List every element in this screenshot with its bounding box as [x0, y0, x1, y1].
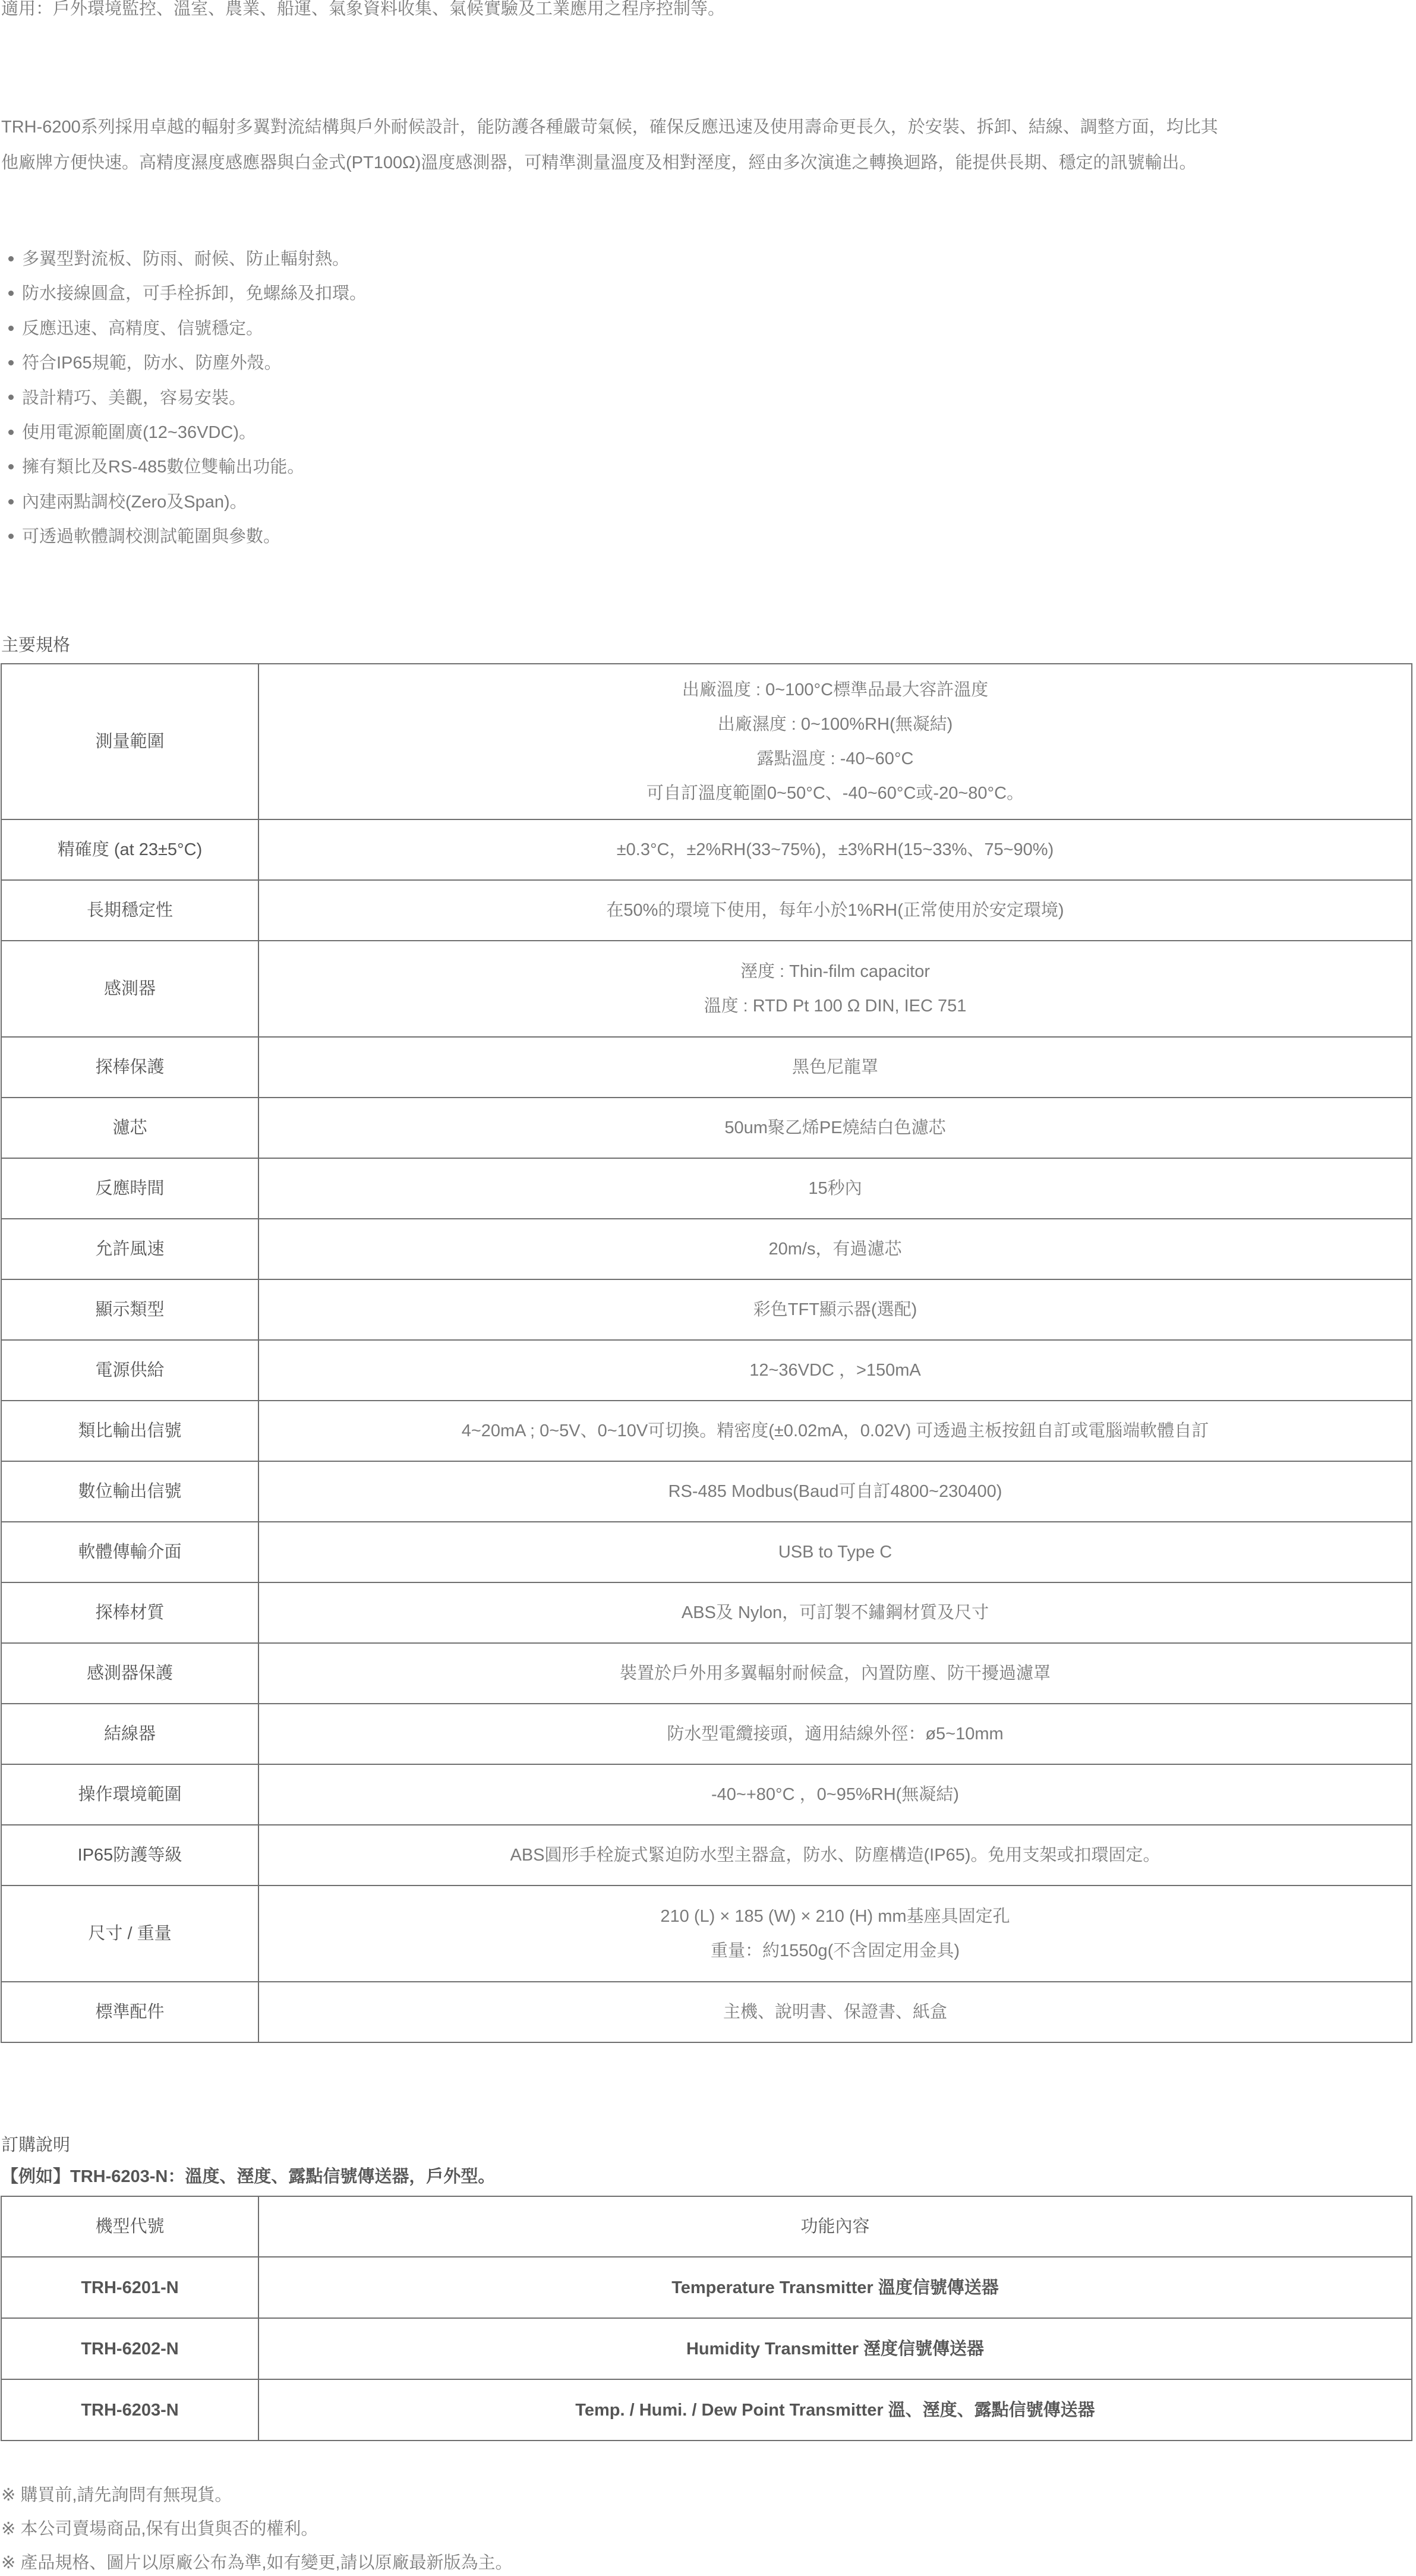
spec-label: 長期穩定性	[1, 880, 258, 941]
spec-label: 操作環境範圍	[1, 1764, 258, 1825]
spec-value-line: 210 (L) × 185 (W) × 210 (H) mm基座具固定孔	[660, 1907, 1010, 1926]
spec-value	[258, 1461, 1412, 1522]
order-desc-cell: Temp. / Humi. / Dew Point Transmitter 溫、溼度、露點信號傳送器	[258, 2379, 1412, 2441]
spec-row	[1, 1643, 1412, 1704]
spec-value-line: 主機、說明書、保證書、紙盒	[723, 2003, 947, 2022]
spec-value-line: 15秒內	[808, 1179, 862, 1198]
spec-value-line: 溼度 : Thin-film capacitor	[740, 962, 931, 981]
spec-row	[1, 1764, 1412, 1825]
spec-label: 感測器保護	[1, 1643, 258, 1704]
spec-label: 濾芯	[1, 1098, 258, 1158]
spec-value	[258, 1098, 1412, 1158]
feature-item: 防水接線圓盒，可手栓拆卸，免螺絲及扣環。	[8, 276, 367, 311]
bullet-icon	[8, 291, 14, 296]
spec-value	[258, 664, 1412, 819]
spec-value-line: 裝置於戶外用多翼輻射耐候盒，內置防塵、防干擾過濾罩	[619, 1664, 1051, 1683]
description-line-2: 他廠牌方便快速。高精度濕度感應器與白金式(PT100Ω)溫度感測器，可精準測量溫度及相對溼度，經由多次演進之轉換迴路，能提供長期、穩定的訊號輸出。	[1, 153, 1197, 172]
spec-label: 顯示類型	[1, 1279, 258, 1340]
spec-value-line: 彩色TFT顯示器(選配)	[753, 1300, 917, 1319]
spec-label: 電源供給	[1, 1340, 258, 1401]
spec-value	[258, 1886, 1412, 1982]
table-row	[1, 2379, 1412, 2441]
spec-value	[258, 1219, 1412, 1279]
order-header-function: 功能內容	[258, 2196, 1412, 2257]
spec-row	[1, 1340, 1412, 1401]
spec-row	[1, 1825, 1412, 1886]
spec-value	[258, 880, 1412, 941]
spec-label: IP65防護等級	[1, 1825, 258, 1886]
order-model-cell: TRH-6201-N	[1, 2257, 258, 2318]
feature-item: 可透過軟體調校測試範圍與參數。	[8, 519, 367, 554]
table-row	[1, 2257, 1412, 2318]
spec-value	[258, 1340, 1412, 1401]
spec-label: 精確度 (at 23±5°C)	[1, 819, 258, 880]
spec-value-line: ±0.3°C，±2%RH(33~75%)，±3%RH(15~33%、75~90%)	[616, 840, 1054, 859]
spec-row	[1, 1401, 1412, 1461]
note-1: ※ 購買前,請先詢問有無現貨。	[1, 2486, 232, 2505]
spec-row	[1, 1461, 1412, 1522]
applicable-text: 適用：戶外環境監控、溫室、農業、船運、氣象資料收集、氣候實驗及工業應用之程序控制等。	[1, 0, 726, 18]
spec-label: 感測器	[1, 941, 258, 1037]
feature-list	[8, 242, 367, 554]
spec-value-line: 50um聚乙烯PE燒結白色濾芯	[724, 1118, 946, 1137]
spec-value-line: 防水型電纜接頭，適用結線外徑：ø5~10mm	[667, 1724, 1004, 1743]
spec-row	[1, 1982, 1412, 2042]
feature-item: 多翼型對流板、防雨、耐候、防止輻射熱。	[8, 242, 367, 276]
spec-value-line: 溫度 : RTD Pt 100 Ω DIN, IEC 751	[704, 997, 967, 1016]
order-model-cell: TRH-6202-N	[1, 2318, 258, 2379]
spec-label: 軟體傳輸介面	[1, 1522, 258, 1582]
spec-label: 探棒保護	[1, 1037, 258, 1098]
bullet-icon	[8, 360, 14, 365]
spec-value	[258, 1279, 1412, 1340]
spec-label: 尺寸 / 重量	[1, 1886, 258, 1982]
spec-row	[1, 819, 1412, 880]
order-section-title: 訂購說明	[1, 2136, 71, 2155]
bullet-icon	[8, 326, 14, 331]
spec-row	[1, 1886, 1412, 1982]
table-row	[1, 2318, 1412, 2379]
spec-label: 類比輸出信號	[1, 1401, 258, 1461]
spec-value-line: ABS圓形手栓旋式緊迫防水型主器盒，防水、防塵構造(IP65)。免用支架或扣環固定。	[510, 1846, 1160, 1865]
spec-value-line: 4~20mA ; 0~5V、0~10V可切換。精密度(±0.02mA，0.02V) 可透過主板按鈕自訂或電腦端軟體自訂	[461, 1421, 1209, 1440]
spec-value-line: 出廠溫度 : 0~100°C標準品最大容許溫度	[682, 680, 989, 699]
feature-item: 反應迅速、高精度、信號穩定。	[8, 311, 367, 346]
spec-label: 標準配件	[1, 1982, 258, 2042]
order-desc-cell: Humidity Transmitter 溼度信號傳送器	[258, 2318, 1412, 2379]
spec-value	[258, 1643, 1412, 1704]
bullet-icon	[8, 464, 14, 469]
spec-value	[258, 1982, 1412, 2042]
spec-row	[1, 1037, 1412, 1098]
feature-item: 符合IP65規範，防水、防塵外殼。	[8, 346, 367, 380]
spec-row	[1, 941, 1412, 1037]
spec-label: 允許風速	[1, 1219, 258, 1279]
description-line-1: TRH-6200系列採用卓越的輻射多翼對流結構與戶外耐候設計，能防護各種嚴苛氣候，確保反應迅速及使用壽命更長久，於安裝、拆卸、結線、調整方面，均比其	[1, 118, 1218, 137]
spec-value	[258, 1582, 1412, 1643]
spec-row	[1, 1098, 1412, 1158]
spec-value-line: 重量：約1550g(不含固定用金具)	[711, 1941, 960, 1960]
bullet-icon	[8, 256, 14, 261]
bullet-icon	[8, 395, 14, 400]
spec-value-line: ABS及 Nylon，可訂製不鏽鋼材質及尺寸	[681, 1603, 989, 1622]
note-2: ※ 本公司賣場商品,保有出貨與否的權利。	[1, 2520, 318, 2539]
spec-value-line: 可自訂溫度範圍0~50°C、-40~60°C或-20~80°C。	[646, 784, 1024, 803]
spec-value	[258, 1825, 1412, 1886]
order-model-cell: TRH-6203-N	[1, 2379, 258, 2441]
spec-value-line: 出廠濕度 : 0~100%RH(無凝結)	[717, 715, 953, 734]
spec-row	[1, 880, 1412, 941]
order-header-row	[1, 2196, 1412, 2257]
feature-item: 設計精巧、美觀，容易安裝。	[8, 381, 367, 415]
spec-row	[1, 1219, 1412, 1279]
spec-value-line: RS-485 Modbus(Baud可自訂4800~230400)	[668, 1482, 1002, 1501]
bullet-icon	[8, 534, 14, 539]
spec-value	[258, 941, 1412, 1037]
spec-value-line: USB to Type C	[778, 1543, 893, 1562]
spec-table	[1, 663, 1412, 2043]
spec-section-title: 主要規格	[1, 636, 71, 655]
spec-row	[1, 1279, 1412, 1340]
spec-value-line: 露點溫度 : -40~60°C	[756, 749, 914, 768]
order-example: 【例如】TRH-6203-N：溫度、溼度、露點信號傳送器，戶外型。	[1, 2167, 496, 2186]
note-3: ※ 產品規格、圖片以原廠公布為準,如有變更,請以原廠最新版為主。	[1, 2553, 513, 2572]
feature-item: 使用電源範圍廣(12~36VDC)。	[8, 415, 367, 450]
spec-label: 結線器	[1, 1704, 258, 1764]
spec-label: 數位輸出信號	[1, 1461, 258, 1522]
spec-label: 測量範圍	[1, 664, 258, 819]
spec-row	[1, 1522, 1412, 1582]
spec-row	[1, 1158, 1412, 1219]
spec-value	[258, 1158, 1412, 1219]
spec-row	[1, 1704, 1412, 1764]
bullet-icon	[8, 499, 14, 505]
spec-value	[258, 1037, 1412, 1098]
spec-value-line: 20m/s，有過濾芯	[768, 1240, 902, 1259]
order-table	[1, 2196, 1412, 2441]
spec-row	[1, 1582, 1412, 1643]
spec-value	[258, 1522, 1412, 1582]
spec-value-line: 黑色尼龍罩	[791, 1058, 878, 1077]
spec-value-line: 12~36VDC ，>150mA	[749, 1361, 921, 1380]
feature-item: 擁有類比及RS-485數位雙輸出功能。	[8, 450, 367, 484]
order-desc-cell: Temperature Transmitter 溫度信號傳送器	[258, 2257, 1412, 2318]
order-header-model: 機型代號	[1, 2196, 258, 2257]
spec-value	[258, 1764, 1412, 1825]
spec-label: 反應時間	[1, 1158, 258, 1219]
spec-value	[258, 819, 1412, 880]
spec-value-line: 在50%的環境下使用，每年小於1%RH(正常使用於安定環境)	[606, 901, 1064, 920]
bullet-icon	[8, 430, 14, 435]
spec-value	[258, 1401, 1412, 1461]
feature-item: 內建兩點調校(Zero及Span)。	[8, 485, 367, 519]
spec-value	[258, 1704, 1412, 1764]
spec-label: 探棒材質	[1, 1582, 258, 1643]
spec-value-line: -40~+80°C ，0~95%RH(無凝結)	[711, 1785, 959, 1804]
spec-row	[1, 664, 1412, 819]
